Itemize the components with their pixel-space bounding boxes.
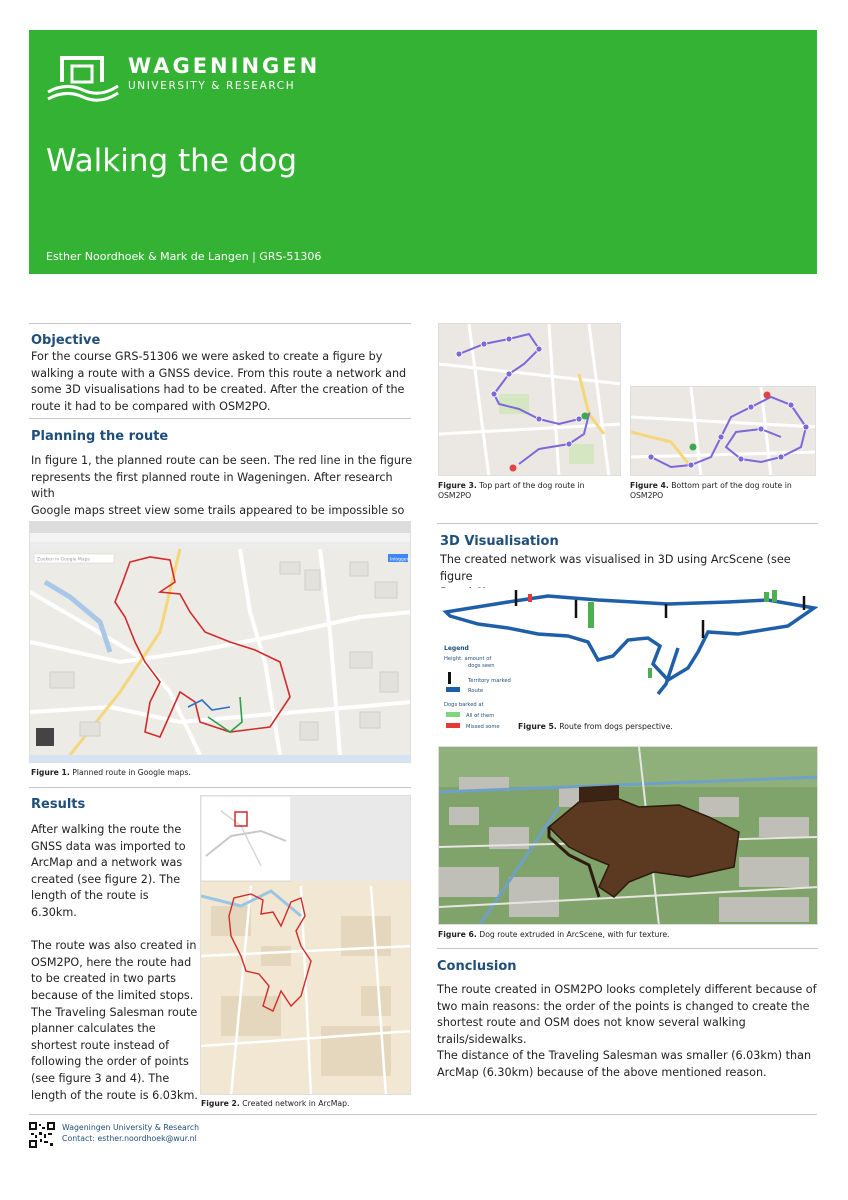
- visualisation-heading: 3D Visualisation: [440, 534, 559, 549]
- header-banner: [29, 30, 817, 274]
- svg-text:dogs seen: dogs seen: [468, 663, 495, 669]
- conclusion-text: The route created in OSM2PO looks completely different because of two main reasons: the order of the points is changed to create the shortest route and OSM does not know several walking trails/sidewalks. The distance of the Traveling Salesman was smaller (6.03km) than ArcMap (6.30km) because of the above mentioned reason.: [437, 983, 817, 1079]
- divider: [29, 1114, 817, 1115]
- poster-title: Walking the dog: [46, 143, 298, 179]
- org-subtitle: UNIVERSITY & RESEARCH: [128, 80, 296, 92]
- svg-text:Inloggen: Inloggen: [390, 557, 410, 563]
- qr-code-icon: [29, 1122, 55, 1148]
- svg-text:Territory marked: Territory marked: [468, 678, 511, 684]
- figure-5-route-3d: [438, 588, 818, 734]
- svg-text:Route: Route: [468, 688, 484, 694]
- svg-text:Height: amount of: Height: amount of: [444, 656, 492, 662]
- divider: [29, 418, 411, 419]
- figure-1-caption: Figure 1. Planned route in Google maps.: [31, 768, 191, 777]
- org-name: WAGENINGEN: [128, 54, 321, 78]
- figure-4-caption: Figure 4. Bottom part of the dog route in OSM2PO: [630, 481, 792, 500]
- authors-line: Esther Noordhoek & Mark de Langen | GRS-51306: [46, 250, 322, 263]
- figure-1-google-maps: [29, 521, 411, 763]
- visualisation-text: The created network was visualised in 3D using ArcScene (see figure: [440, 553, 791, 583]
- results-heading: Results: [31, 797, 86, 812]
- divider: [29, 787, 411, 788]
- objective-heading: Objective: [31, 333, 101, 348]
- figure-5-caption: Figure 5. Route from dogs perspective.: [518, 722, 673, 731]
- footer-org: Wageningen University & Research: [62, 1123, 200, 1132]
- figure-2-arcmap: [200, 795, 411, 1095]
- results-text: After walking the route the GNSS data was imported to ArcMap and a network was created (see figure 2). The length of the route is 6.30km. The route was also created in OSM2PO, here the route had to be created in two parts because of the limited stops. The Traveling Salesman route planner calculates the shortest route instead of following the order of points (see figure 3 and 4). The length of the route is 6.03km.: [31, 823, 198, 1102]
- svg-text:Missed some: Missed some: [466, 724, 500, 730]
- svg-text:All of them: All of them: [466, 713, 495, 719]
- svg-text:Zoeken in Google Maps: Zoeken in Google Maps: [37, 557, 90, 563]
- figure-3-osm2po-top: [438, 323, 621, 476]
- wur-logo-icon: [46, 52, 120, 104]
- planning-text: In figure 1, the planned route can be seen. The red line in the figure represents the first planned route in Wageningen. After research with Google maps street view some trails appeared to be impossible so: [31, 454, 413, 517]
- footer-contact: [62, 1123, 199, 1144]
- objective-text: For the course GRS-51306 we were asked to create a figure by walking a route with a GNSS device. From this route a network and some 3D visualisations had to be created. After the creation of the route it had to be compared with OSM2PO.: [31, 350, 407, 413]
- divider: [437, 523, 818, 524]
- svg-text:Legend: Legend: [444, 645, 469, 652]
- planning-heading: Planning the route: [31, 429, 169, 444]
- divider: [437, 948, 818, 949]
- conclusion-heading: Conclusion: [437, 959, 517, 974]
- footer-email[interactable]: Contact: esther.noordhoek@wur.nl: [62, 1133, 197, 1143]
- figure-4-osm2po-bottom: [630, 386, 816, 476]
- figure-2-caption: Figure 2. Created network in ArcMap.: [201, 1099, 350, 1108]
- svg-text:Dogs barked at: Dogs barked at: [444, 702, 484, 708]
- figure-3-caption: Figure 3. Top part of the dog route in OSM2PO: [438, 481, 585, 500]
- divider: [29, 323, 411, 324]
- figure-6-arcscene: [438, 746, 818, 925]
- figure-6-caption: Figure 6. Dog route extruded in ArcScene, with fur texture.: [438, 930, 670, 939]
